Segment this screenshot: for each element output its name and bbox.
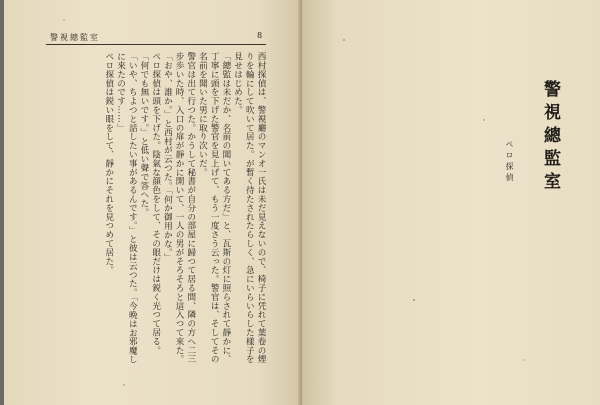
story-author: ペロ探偵 (505, 140, 514, 184)
right-page (302, 0, 600, 405)
paragraph: ペロ探偵は鋭い眼をして、靜かにそれを見つめて居た。 (103, 52, 114, 275)
page-number: 8 (257, 31, 263, 40)
paragraph: 「總監は未だか、名前の聞いてある方だ」と、瓦斯の灯に照らされて靜かに、丁寧に頭を下げた警官を見上げて、もう一度さう云った。警官は、そしてその名前を聞いた男に取り次いだ。 (197, 52, 231, 364)
open-book (4, 0, 600, 405)
left-page (4, 0, 302, 405)
paragraph: 「いや、ちよつと話したい事があるんです。」と彼は云つた。「今晩はお邪魔しに來たのです……」 (115, 52, 138, 364)
paragraph: 警官は出て行つた。かうして秘書が自分の部屋に歸つて居る間、隣の方へ二三步歩いた時、入口の扉が靜かに開いて、一人の男がそろそろと這入つて來た。 (174, 52, 196, 364)
body-text (34, 52, 266, 372)
story-title: 警視總監室 (540, 80, 560, 195)
header-rule (46, 44, 266, 45)
paragraph: 「おや、誰か。」と西村が云つた。「何か御用かな。」 (162, 52, 173, 262)
paragraph: ペロ探偵は頭を下げた。陰氣な顔色をして、その眼だけは鋭く光つて居る。 (150, 52, 161, 355)
running-head: 警視總監室 (50, 33, 100, 42)
paragraph: 西村探偵は、警視廳のマンオ一氏は未だ見えないので、椅子に凭れて葉卷の煙りを輪にして吹いて居た。が暫く待たされたらしく、急にいらいらした樣子を見せはじめた。 (232, 52, 266, 364)
paragraph: 「何でも無いです。」と低い聲で答へた。 (138, 52, 149, 217)
